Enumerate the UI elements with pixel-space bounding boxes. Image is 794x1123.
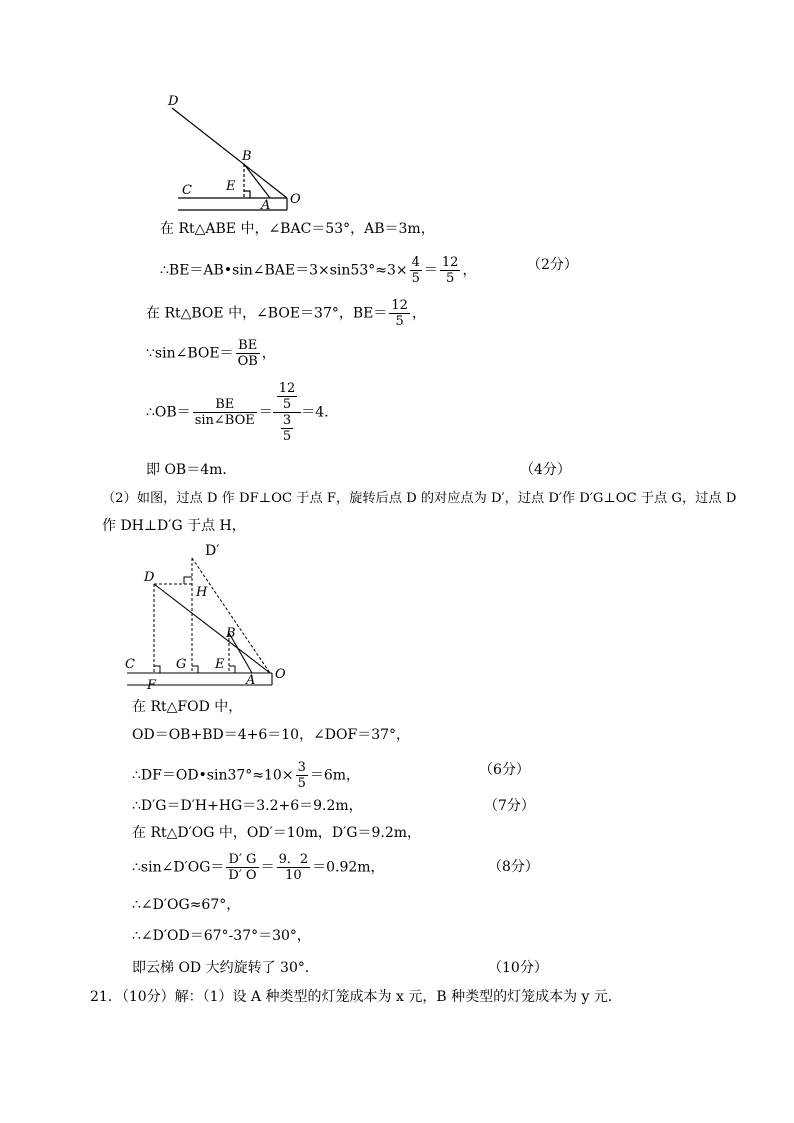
fraction-numerator: D′ G bbox=[226, 852, 258, 868]
label-O: O bbox=[275, 667, 286, 682]
label-D: D bbox=[168, 94, 179, 109]
rt-boe-prefix: 在 Rt△BOE 中，∠BOE＝37°，BE＝ bbox=[146, 305, 388, 322]
figure-2-diagram bbox=[122, 540, 297, 692]
line-df-calc bbox=[132, 760, 360, 791]
df-calc-suffix: ＝6m， bbox=[309, 767, 361, 784]
sin-boe-prefix: ∵sin∠BOE＝ bbox=[146, 345, 234, 362]
fraction-12-5 bbox=[277, 381, 298, 412]
right-angle-mark-E bbox=[229, 666, 235, 673]
fraction-numerator: BE bbox=[236, 338, 260, 354]
right-angle-mark-G bbox=[192, 666, 198, 673]
right-angle-mark-F bbox=[154, 666, 160, 673]
fraction-12-5 bbox=[440, 255, 461, 286]
fraction-denominator: 5 bbox=[411, 271, 420, 286]
fraction-3-5 bbox=[281, 413, 293, 444]
fraction-denominator: 5 bbox=[297, 776, 306, 791]
score-6: （6分） bbox=[479, 762, 530, 778]
sin-dpog-suffix: ＝0.92m， bbox=[312, 859, 385, 876]
line-conclusion: 即云梯 OD 大约旋转了 30°． bbox=[132, 960, 319, 976]
label-G: G bbox=[176, 657, 187, 672]
score-10: （10分） bbox=[488, 960, 548, 976]
fraction-be-ob bbox=[236, 338, 260, 369]
fraction-numerator: 3 bbox=[282, 413, 292, 428]
right-angle-mark-H bbox=[184, 577, 192, 584]
label-B: B bbox=[242, 149, 252, 164]
label-O: O bbox=[290, 192, 301, 207]
be-calc-prefix: ∴BE＝AB•sin∠BAE＝3×sin53°≈3× bbox=[160, 262, 408, 279]
label-B: B bbox=[226, 626, 236, 641]
fraction-denominator: 5 bbox=[395, 314, 404, 329]
ob-calc-prefix: ∴OB＝ bbox=[146, 404, 191, 421]
line-dpg-calc: ∴D′G＝D′H+HG＝3.2+6＝9.2m， bbox=[132, 798, 363, 814]
figure-1-diagram bbox=[160, 88, 310, 213]
line-rt-abe: 在 Rt△ABE 中，∠BAC＝53°，AB＝3m， bbox=[160, 221, 435, 237]
line-ob-result: 即 OB＝4m． bbox=[146, 462, 237, 478]
line-angle-dpog: ∴∠D′OG≈67°， bbox=[132, 897, 241, 913]
part2-intro-line2: 作 DH⊥D′G 于点 H， bbox=[102, 518, 246, 534]
fraction-denominator: D′ O bbox=[228, 868, 257, 883]
line-ob-calc bbox=[146, 381, 338, 444]
fraction-12-5 bbox=[389, 298, 410, 329]
fraction-denominator: 5 bbox=[446, 271, 455, 286]
sin-dpog-equals: ＝ bbox=[260, 859, 275, 876]
label-Dprime: D′ bbox=[205, 543, 220, 559]
fraction-dpg-dpo bbox=[226, 852, 258, 883]
line-od-calc: OD＝OB+BD＝4+6＝10，∠DOF＝37°， bbox=[132, 727, 411, 743]
df-calc-prefix: ∴DF＝OD•sin37°≈10× bbox=[132, 767, 294, 784]
label-H: H bbox=[196, 585, 208, 600]
compound-denominator bbox=[273, 413, 302, 444]
label-A: A bbox=[261, 198, 271, 213]
label-D: D bbox=[144, 570, 155, 585]
fraction-denominator: 5 bbox=[282, 429, 292, 444]
ob-calc-suffix: ＝4． bbox=[301, 404, 339, 421]
label-C: C bbox=[125, 657, 135, 672]
fraction-denominator: OB bbox=[237, 354, 258, 369]
line-rt-boe bbox=[146, 298, 426, 329]
sin-boe-suffix: ， bbox=[261, 345, 276, 362]
sin-dpog-prefix: ∴sin∠D′OG＝ bbox=[132, 859, 225, 876]
ob-calc-equals: ＝ bbox=[258, 404, 273, 421]
fraction-numerator: 9．2 bbox=[278, 852, 309, 867]
segment-DO bbox=[154, 584, 270, 673]
be-calc-equals: ＝ bbox=[423, 262, 438, 279]
fraction-3-5 bbox=[296, 760, 308, 791]
fraction-numerator: 3 bbox=[297, 760, 306, 775]
fraction-numerator: 12 bbox=[278, 381, 296, 396]
fraction-4-5 bbox=[410, 255, 422, 286]
part2-intro-line1: （2）如图，过点 D 作 DF⊥OC 于点 F，旋转后点 D 的对应点为 D′，过点 D′作 D′G⊥OC 于点 G，过点 D bbox=[102, 491, 737, 506]
label-A: A bbox=[246, 673, 256, 688]
fraction-numerator: 12 bbox=[391, 298, 408, 313]
segment-DpO-dashed bbox=[192, 558, 270, 673]
line-sin-boe bbox=[146, 338, 276, 369]
right-angle-mark-E bbox=[244, 191, 250, 198]
fraction-denominator: 5 bbox=[282, 397, 292, 412]
label-E: E bbox=[215, 657, 225, 672]
line-be-calc bbox=[160, 255, 476, 286]
compound-fraction bbox=[273, 381, 302, 444]
fraction-9.2-10 bbox=[277, 852, 311, 883]
line-angle-dpod: ∴∠D′OD＝67°-37°＝30°， bbox=[132, 928, 311, 944]
label-F: F bbox=[147, 678, 157, 692]
line-rt-fod: 在 Rt△FOD 中， bbox=[132, 699, 243, 715]
label-C: C bbox=[182, 183, 192, 198]
fraction-be-over-sin bbox=[193, 397, 257, 428]
line-sin-dpog bbox=[132, 852, 385, 883]
score-2: （2分） bbox=[527, 257, 578, 273]
fraction-numerator: 4 bbox=[411, 255, 420, 270]
fraction-numerator: 12 bbox=[441, 255, 459, 270]
be-calc-suffix: ， bbox=[462, 262, 477, 279]
compound-numerator bbox=[273, 381, 302, 413]
score-4: （4分） bbox=[520, 462, 571, 478]
score-8: （8分） bbox=[488, 859, 539, 875]
line-rt-dpog: 在 Rt△D′OG 中，OD′＝10m，D′G＝9.2m， bbox=[132, 825, 421, 841]
rt-boe-suffix: ， bbox=[411, 305, 426, 322]
fraction-denominator: sin∠BOE bbox=[194, 413, 255, 428]
score-7: （7分） bbox=[484, 798, 535, 814]
label-E: E bbox=[226, 179, 236, 194]
question-21: 21．（10分）解：（1）设 A 种类型的灯笼成本为 x 元，B 种类型的灯笼成本为 y 元． bbox=[90, 989, 622, 1005]
fraction-denominator: 10 bbox=[285, 868, 302, 883]
fraction-numerator: BE bbox=[193, 397, 257, 413]
